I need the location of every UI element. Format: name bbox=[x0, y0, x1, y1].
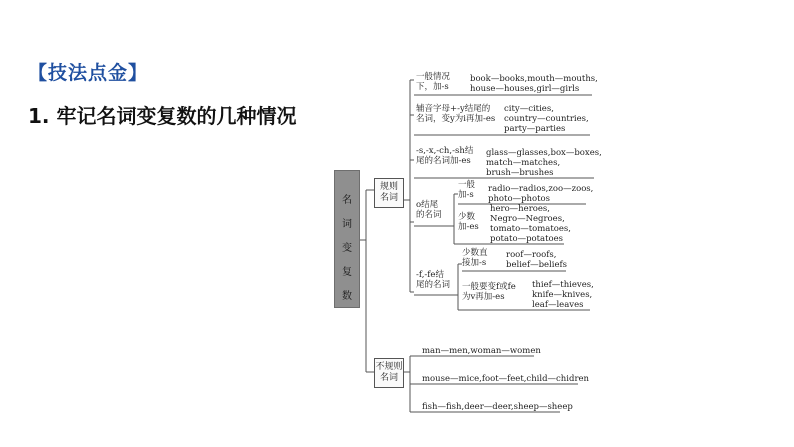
general-examples: book—books,mouth—mouths, house—houses,girl—girls bbox=[470, 74, 598, 94]
root-node-nouns-plural bbox=[334, 170, 360, 308]
y-condition: 辅音字母+-y结尾的 名词，变y为i再加-es bbox=[416, 104, 496, 124]
o-few-condition: 少数 加-es bbox=[458, 212, 479, 232]
regular-nouns-box bbox=[374, 178, 404, 208]
general-condition: 一般情况 下，加-s bbox=[416, 72, 451, 92]
f-condition: -f,-fe结 尾的名词 bbox=[416, 270, 451, 290]
root-char: 数 bbox=[342, 291, 352, 302]
o-condition: o结尾 的名词 bbox=[416, 200, 442, 220]
irregular-row: fish—fish,deer—deer,sheep—sheep bbox=[422, 402, 573, 412]
y-examples: city—cities, country—countries, party—parties bbox=[504, 104, 589, 134]
root-char: 复 bbox=[342, 267, 352, 278]
irregular-row: man—men,woman—women bbox=[422, 346, 541, 356]
o-general-condition: 一般 加-s bbox=[458, 180, 476, 200]
regular-label: 规则 bbox=[379, 182, 398, 192]
f-general-condition: 一般要变f或fe 为v再加-es bbox=[462, 282, 516, 302]
regular-label: 名词 bbox=[379, 193, 398, 203]
irregular-label: 名词 bbox=[379, 373, 398, 383]
root-char: 变 bbox=[342, 243, 352, 254]
sx-condition: -s,-x,-ch,-sh结 尾的名词加-es bbox=[416, 146, 474, 166]
f-few-condition: 少数直 接加-s bbox=[462, 248, 488, 268]
sx-examples: glass—glasses,box—boxes, match—matches, brush—brushes bbox=[486, 148, 602, 178]
root-char: 名 bbox=[342, 195, 352, 206]
irregular-row: mouse—mice,foot—feet,child—chidren bbox=[422, 374, 590, 384]
root-char: 词 bbox=[342, 219, 352, 230]
o-general-examples: radio—radios,zoo—zoos, photo—photos bbox=[488, 184, 594, 204]
f-few-examples: roof—roofs, belief—beliefs bbox=[506, 250, 568, 270]
subtitle: 1. 牢记名词变复数的几种情况 bbox=[28, 104, 297, 128]
o-few-examples: hero—heroes, Negro—Negroes, tomato—tomatoes, potato—potatoes bbox=[490, 204, 571, 244]
irregular-nouns-box bbox=[374, 358, 404, 388]
irregular-label: 不规则 bbox=[375, 362, 403, 372]
f-general-examples: thief—thieves, knife—knives, leaf—leaves bbox=[532, 280, 594, 310]
heading: 【技法点金】 bbox=[28, 62, 149, 84]
